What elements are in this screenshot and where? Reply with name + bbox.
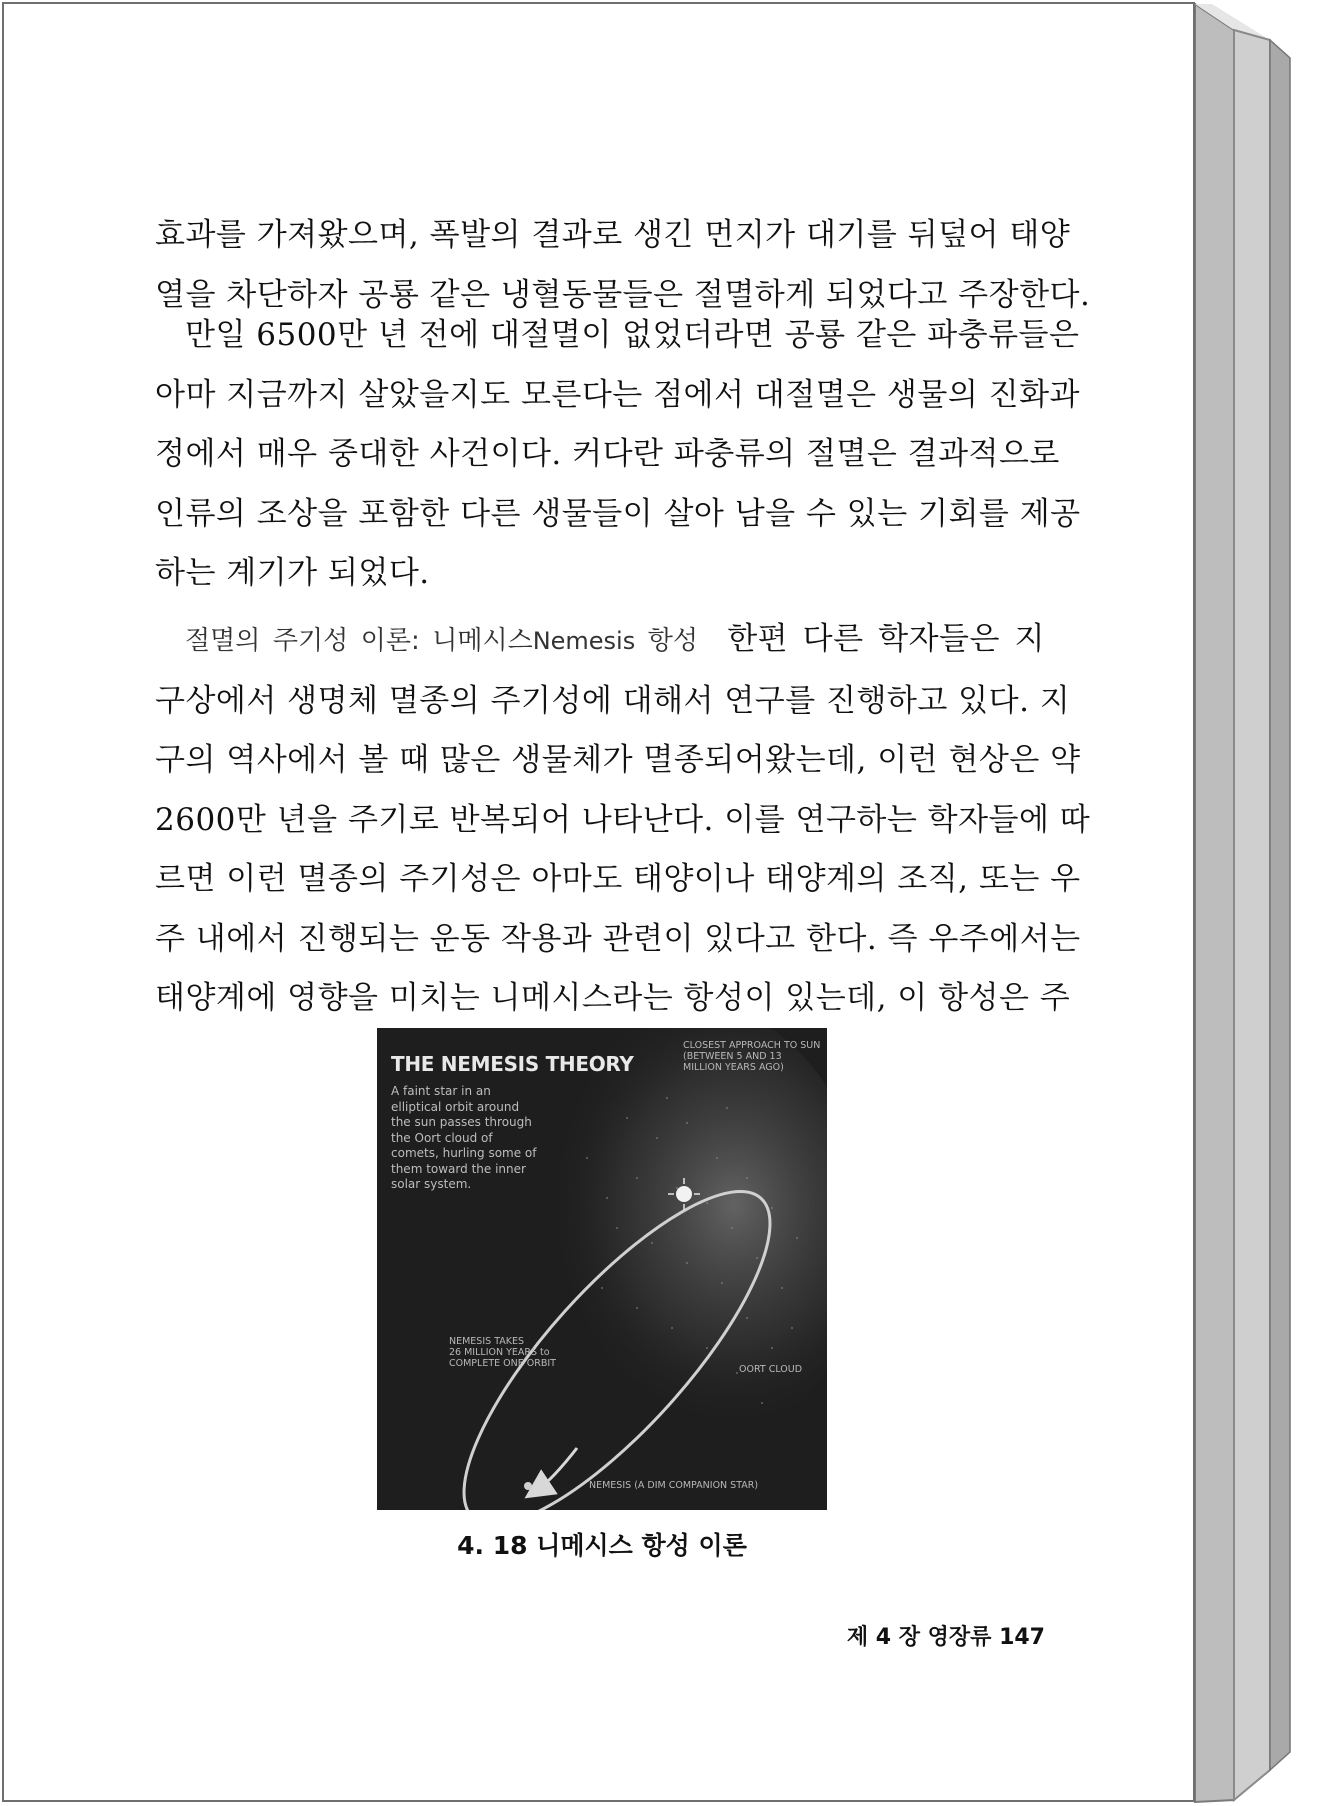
label-line: NEMESIS TAKES: [449, 1336, 525, 1347]
text-line: 르면 이런 멸종의 주기성은 아마도 태양이나 태양계의 조직, 또는 우: [155, 861, 1081, 897]
text-line: 열을 차단하자 공룡 같은 냉혈동물들은 절멸하게 되었다고 주장한다.: [155, 276, 1091, 313]
heading-korean: 절멸의 주기성 이론: 니메시스: [185, 626, 533, 656]
description-line: the Oort cloud of: [391, 1130, 493, 1145]
text-line: 하는 계기가 되었다.: [155, 555, 430, 591]
text-line: 효과를 가져왔으며, 폭발의 결과로 생긴 먼지가 대기를 뒤덮어 태양: [155, 217, 1071, 253]
text-line: 인류의 조상을 포함한 다른 생물들이 살아 남을 수 있는 기회를 제공: [155, 495, 1081, 532]
text-line: 만일 6500만 년 전에 대절멸이 없었더라면 공룡 같은 파충류들은: [185, 317, 1080, 353]
description-line: the sun passes through: [391, 1115, 532, 1129]
description-line: comets, hurling some of: [391, 1146, 537, 1160]
text-line: 구상에서 생명체 멸종의 주기성에 대해서 연구를 진행하고 있다. 지: [155, 682, 1071, 719]
figure-description: [391, 1084, 561, 1193]
paragraph-2: [155, 306, 1081, 604]
section-first-line: [155, 610, 1045, 672]
heading-english: Nemesis: [532, 627, 636, 655]
label-line: COMPLETE ONE ORBIT: [449, 1358, 556, 1369]
description-line: them toward the inner: [391, 1161, 526, 1176]
running-footer: 제 4 장 영장류 147: [846, 1625, 1045, 1650]
oort-cloud-label: OORT CLOUD: [739, 1364, 803, 1375]
figure-caption: 4. 18 니메시스 항성 이론: [457, 1531, 747, 1560]
figure-title: THE NEMESIS THEORY: [391, 1052, 634, 1076]
label-line: MILLION YEARS AGO): [683, 1062, 784, 1073]
nemesis-figure: [377, 1028, 827, 1510]
label-line: 26 MILLION YEARS to: [449, 1347, 550, 1358]
closest-approach-label: [683, 1040, 820, 1073]
text-line: 주 내에서 진행되는 운동 작용과 관련이 있다고 한다. 즉 우주에서는: [155, 920, 1081, 957]
text-line: 정에서 매우 중대한 사건이다. 커다란 파충류의 절멸은 결과적으로: [155, 436, 1060, 472]
text-line: 태양계에 영향을 미치는 니메시스라는 항성이 있는데, 이 항성은 주: [155, 980, 1071, 1016]
description-line: solar system.: [391, 1177, 472, 1191]
text-line-rest: 한편 다른 학자들은 지: [727, 621, 1045, 657]
label-line: CLOSEST APPROACH TO SUN: [683, 1040, 821, 1051]
orbit-period-label: [449, 1336, 556, 1369]
heading-tail: 항성: [635, 626, 698, 656]
text-line: 아마 지금까지 살았을지도 모른다는 점에서 대절멸은 생물의 진화과: [155, 376, 1080, 413]
text-line: 2600만 년을 주기로 반복되어 나타난다. 이를 연구하는 학자들에 따: [155, 801, 1091, 838]
nemesis-label: NEMESIS (A DIM COMPANION STAR): [589, 1480, 759, 1491]
nemesis-star-icon: [524, 1482, 532, 1490]
sun-icon: [676, 1186, 692, 1202]
label-line: (BETWEEN 5 AND 13: [683, 1051, 782, 1062]
description-line: elliptical orbit around: [391, 1099, 520, 1114]
text-line: 구의 역사에서 볼 때 많은 생물체가 멸종되어왔는데, 이런 현상은 약: [155, 742, 1081, 778]
section-heading: [185, 626, 698, 656]
description-line: A faint star in an: [391, 1084, 491, 1098]
section-nemesis: [155, 610, 1091, 1029]
